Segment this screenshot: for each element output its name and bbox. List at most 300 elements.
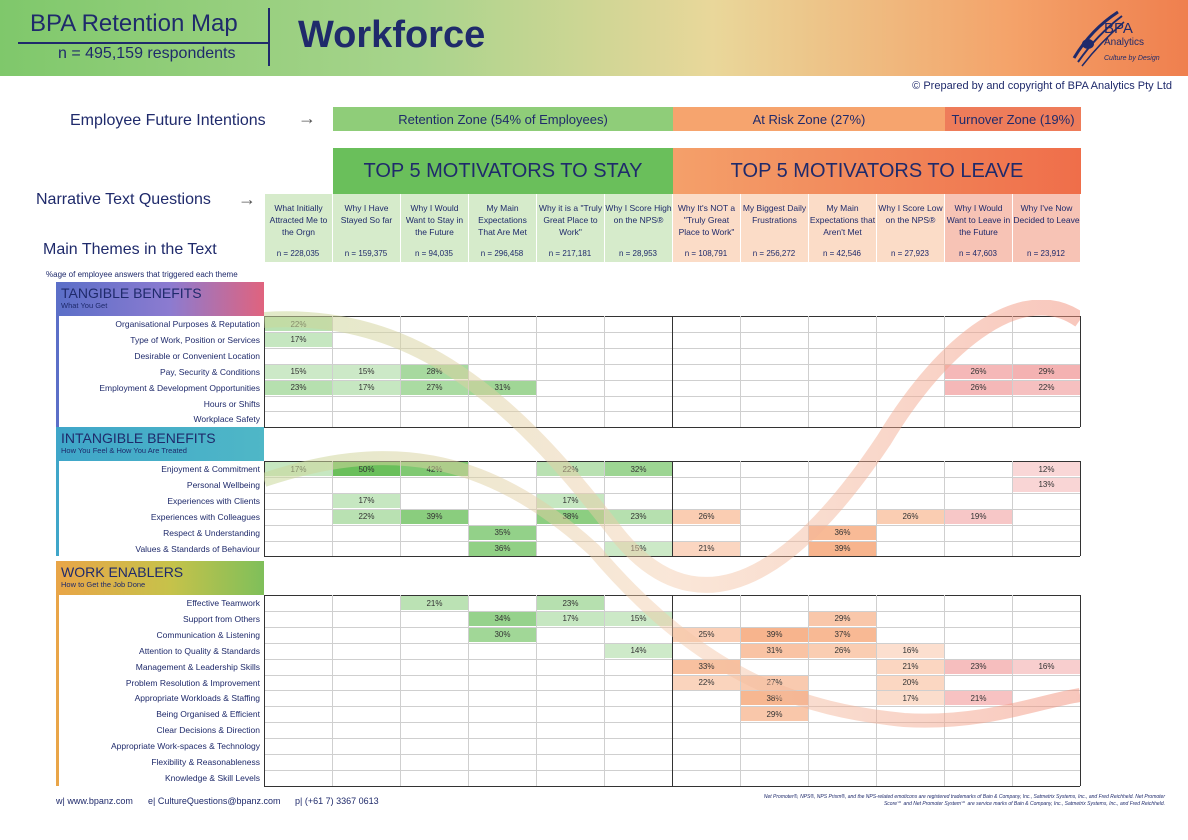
theme-value-cell: 27% <box>741 676 808 690</box>
theme-value-cell <box>877 494 944 508</box>
theme-value-cell <box>877 381 944 395</box>
theme-value-cell <box>265 510 332 524</box>
theme-value-cell: 39% <box>401 510 468 524</box>
theme-value-cell: 15% <box>265 365 332 379</box>
theme-value-cell <box>945 494 1012 508</box>
theme-value-cell <box>741 739 808 753</box>
grid-line <box>740 595 741 786</box>
question-label: Why I Score High on the NPS® <box>605 203 672 225</box>
grid-line <box>1080 461 1081 556</box>
theme-value-cell <box>809 755 876 769</box>
theme-value-cell <box>469 660 536 674</box>
theme-value-cell <box>469 510 536 524</box>
theme-value-cell <box>469 397 536 411</box>
theme-value-cell <box>741 755 808 769</box>
theme-value-cell <box>809 462 876 476</box>
theme-value-cell <box>265 412 332 426</box>
title-divider <box>18 42 268 44</box>
theme-value-cell <box>537 412 604 426</box>
theme-value-cell <box>265 707 332 721</box>
theme-label: Experiences with Clients <box>167 495 260 506</box>
theme-value-cell <box>401 628 468 642</box>
grid-line <box>264 316 265 427</box>
theme-value-cell <box>333 644 400 658</box>
theme-value-cell <box>469 317 536 331</box>
grid-line <box>264 427 1080 428</box>
theme-value-cell: 23% <box>265 381 332 395</box>
theme-value-cell <box>537 644 604 658</box>
theme-value-cell <box>877 542 944 556</box>
theme-value-cell <box>469 723 536 737</box>
theme-value-cell <box>605 526 672 540</box>
grid-line <box>876 316 877 427</box>
theme-label: Flexibility & Reasonableness <box>151 757 260 767</box>
theme-value-cell <box>469 462 536 476</box>
theme-value-cell <box>537 317 604 331</box>
theme-value-cell: 22% <box>265 317 332 331</box>
theme-value-cell <box>945 349 1012 363</box>
theme-value-cell <box>877 397 944 411</box>
theme-value-cell <box>401 755 468 769</box>
theme-value-cell <box>1013 317 1080 331</box>
theme-label: Pay, Security & Conditions <box>160 366 260 377</box>
theme-value-cell <box>673 365 740 379</box>
theme-value-cell <box>605 349 672 363</box>
theme-value-cell <box>673 644 740 658</box>
section-subtitle: How to Get the Job Done <box>61 580 146 589</box>
theme-value-cell <box>605 412 672 426</box>
theme-value-cell <box>469 494 536 508</box>
theme-value-cell <box>809 691 876 705</box>
theme-value-cell <box>401 333 468 347</box>
theme-value-cell <box>945 542 1012 556</box>
theme-value-cell <box>945 707 1012 721</box>
theme-value-cell <box>333 333 400 347</box>
grid-line <box>876 461 877 556</box>
theme-value-cell <box>673 691 740 705</box>
section-accent-bar <box>56 316 59 427</box>
theme-value-cell <box>877 526 944 540</box>
grid-line <box>808 595 809 786</box>
theme-value-cell <box>1013 644 1080 658</box>
theme-value-cell <box>1013 723 1080 737</box>
theme-value-cell <box>537 478 604 492</box>
theme-value-cell <box>673 462 740 476</box>
question-label: Why I Would Want to Leave in the Future <box>946 203 1011 237</box>
theme-value-cell <box>877 596 944 610</box>
theme-value-cell: 39% <box>741 628 808 642</box>
theme-value-cell <box>605 365 672 379</box>
theme-value-cell <box>265 628 332 642</box>
theme-value-cell <box>741 381 808 395</box>
footer-email <box>148 796 281 806</box>
question-sample-size: n = 27,923 <box>890 249 930 258</box>
phone-number: (+61 7) 3367 0613 <box>304 796 379 806</box>
theme-value-cell <box>333 397 400 411</box>
theme-value-cell <box>605 478 672 492</box>
question-sample-size: n = 42,546 <box>822 249 862 258</box>
footer-phone <box>295 796 379 806</box>
theme-value-cell <box>741 478 808 492</box>
question-sample-size: n = 296,458 <box>480 249 524 258</box>
section-header <box>56 561 264 595</box>
theme-value-cell: 17% <box>265 333 332 347</box>
theme-value-cell <box>605 676 672 690</box>
grid-line <box>264 786 1080 787</box>
web-label: w| <box>56 796 65 806</box>
grid-line <box>944 461 945 556</box>
email-link[interactable]: CultureQuestions@bpanz.com <box>157 796 281 806</box>
theme-label: Organisational Purposes & Reputation <box>115 319 260 329</box>
theme-value-cell: 21% <box>945 691 1012 705</box>
theme-value-cell: 29% <box>741 707 808 721</box>
arrow-right-icon: → <box>238 189 256 209</box>
theme-value-cell: 25% <box>673 628 740 642</box>
theme-value-cell <box>469 755 536 769</box>
theme-value-cell: 17% <box>537 612 604 626</box>
theme-value-cell <box>469 412 536 426</box>
theme-value-cell <box>741 723 808 737</box>
theme-value-cell: 17% <box>877 691 944 705</box>
theme-value-cell <box>741 365 808 379</box>
theme-value-cell: 26% <box>809 644 876 658</box>
grid-line <box>400 316 401 427</box>
theme-value-cell <box>945 628 1012 642</box>
theme-value-cell <box>537 707 604 721</box>
theme-value-cell <box>1013 510 1080 524</box>
theme-value-cell: 37% <box>809 628 876 642</box>
grid-line <box>944 595 945 786</box>
theme-value-cell <box>605 333 672 347</box>
theme-value-cell: 35% <box>469 526 536 540</box>
theme-value-cell <box>537 723 604 737</box>
theme-value-cell <box>673 755 740 769</box>
theme-value-cell <box>605 660 672 674</box>
theme-value-cell <box>741 494 808 508</box>
theme-value-cell <box>1013 349 1080 363</box>
theme-value-cell <box>809 676 876 690</box>
theme-value-cell: 31% <box>741 644 808 658</box>
main-themes-label: Main Themes in the Text <box>43 241 217 258</box>
theme-value-cell <box>741 660 808 674</box>
theme-value-cell <box>877 462 944 476</box>
at-risk-zone: At Risk Zone (27%) <box>673 107 945 131</box>
theme-value-cell: 27% <box>401 381 468 395</box>
theme-value-cell <box>605 381 672 395</box>
theme-value-cell: 21% <box>401 596 468 610</box>
grid-line <box>468 316 469 427</box>
theme-value-cell <box>265 755 332 769</box>
theme-label: Employment & Development Opportunities <box>99 382 260 393</box>
theme-value-cell: 26% <box>673 510 740 524</box>
theme-value-cell <box>265 676 332 690</box>
theme-value-cell <box>401 542 468 556</box>
theme-value-cell <box>265 771 332 785</box>
theme-value-cell <box>333 771 400 785</box>
theme-value-cell <box>673 739 740 753</box>
theme-value-cell <box>265 739 332 753</box>
theme-value-cell: 16% <box>1013 660 1080 674</box>
theme-value-cell <box>401 612 468 626</box>
theme-value-cell <box>1013 628 1080 642</box>
leave-motivators-banner: TOP 5 MOTIVATORS TO LEAVE <box>673 148 1081 194</box>
theme-value-cell <box>333 739 400 753</box>
theme-label: Being Organised & Efficient <box>156 709 260 720</box>
theme-value-cell <box>537 365 604 379</box>
theme-value-cell <box>741 596 808 610</box>
grid-line <box>672 461 673 556</box>
theme-value-cell <box>605 691 672 705</box>
theme-value-cell <box>605 317 672 331</box>
theme-value-cell <box>809 660 876 674</box>
theme-value-cell: 26% <box>877 510 944 524</box>
theme-value-cell <box>1013 412 1080 426</box>
theme-value-cell <box>537 628 604 642</box>
theme-value-cell <box>809 349 876 363</box>
theme-value-cell <box>877 755 944 769</box>
theme-value-cell <box>673 333 740 347</box>
theme-value-cell <box>673 612 740 626</box>
grid-line <box>604 461 605 556</box>
theme-value-cell: 12% <box>1013 462 1080 476</box>
logo-sub: Analytics <box>1104 37 1145 48</box>
theme-value-cell <box>265 526 332 540</box>
email-label: e| <box>148 796 156 806</box>
grid-line <box>1012 595 1013 786</box>
grid-line <box>400 595 401 786</box>
theme-value-cell <box>537 676 604 690</box>
theme-value-cell <box>741 510 808 524</box>
theme-label: Problem Resolution & Improvement <box>125 677 260 688</box>
theme-value-cell: 21% <box>673 542 740 556</box>
theme-value-cell <box>1013 755 1080 769</box>
grid-line <box>1012 316 1013 427</box>
phone-label: p| <box>295 796 303 806</box>
theme-value-cell <box>1013 397 1080 411</box>
theme-value-cell <box>605 739 672 753</box>
theme-value-cell: 36% <box>469 542 536 556</box>
footer-web <box>56 796 133 806</box>
theme-value-cell <box>673 771 740 785</box>
section-subtitle: What You Get <box>61 301 108 310</box>
theme-value-cell <box>1013 707 1080 721</box>
grid-line <box>536 316 537 427</box>
theme-value-cell <box>945 478 1012 492</box>
theme-value-cell <box>265 494 332 508</box>
theme-value-cell <box>401 739 468 753</box>
theme-value-cell <box>265 397 332 411</box>
theme-label: Management & Leadership Skills <box>135 661 260 672</box>
theme-value-cell <box>809 707 876 721</box>
theme-value-cell <box>265 612 332 626</box>
question-label: Why I Score Low on the NPS® <box>878 203 943 225</box>
section-accent-bar <box>56 461 59 556</box>
theme-value-cell <box>741 333 808 347</box>
theme-value-cell: 29% <box>1013 365 1080 379</box>
theme-value-cell <box>265 691 332 705</box>
theme-value-cell <box>741 412 808 426</box>
percentage-note: %age of employee answers that triggered each theme <box>46 270 238 279</box>
theme-value-cell <box>469 478 536 492</box>
theme-value-cell <box>537 691 604 705</box>
theme-value-cell <box>333 349 400 363</box>
question-label: Why I Would Want to Stay in the Future <box>405 203 464 237</box>
theme-value-cell: 15% <box>605 612 672 626</box>
theme-value-cell <box>945 412 1012 426</box>
theme-value-cell: 22% <box>537 462 604 476</box>
theme-label: Values & Standards of Behaviour <box>135 543 260 554</box>
theme-value-cell <box>605 596 672 610</box>
theme-value-cell <box>809 397 876 411</box>
theme-value-cell <box>1013 612 1080 626</box>
arrow-right-icon: → <box>298 108 316 128</box>
theme-value-cell <box>809 510 876 524</box>
theme-value-cell <box>333 526 400 540</box>
theme-value-cell <box>809 771 876 785</box>
theme-value-cell <box>945 755 1012 769</box>
theme-value-cell: 23% <box>945 660 1012 674</box>
page-title: Workforce <box>298 14 486 56</box>
grid-line <box>604 595 605 786</box>
theme-value-cell <box>537 397 604 411</box>
theme-value-cell <box>809 381 876 395</box>
theme-value-cell: 14% <box>605 644 672 658</box>
web-link[interactable]: www.bpanz.com <box>67 796 133 806</box>
question-sample-size: n = 23,912 <box>1026 249 1066 258</box>
theme-value-cell <box>741 771 808 785</box>
theme-value-cell: 23% <box>537 596 604 610</box>
theme-value-cell <box>809 412 876 426</box>
theme-value-cell: 23% <box>605 510 672 524</box>
theme-value-cell <box>809 723 876 737</box>
theme-value-cell <box>469 676 536 690</box>
theme-value-cell: 22% <box>1013 381 1080 395</box>
theme-value-cell <box>401 660 468 674</box>
grid-line <box>332 595 333 786</box>
theme-value-cell <box>877 707 944 721</box>
grid-line <box>264 595 265 786</box>
theme-value-cell: 17% <box>265 462 332 476</box>
future-intentions-label: Employee Future Intentions <box>70 112 266 129</box>
turnover-zone: Turnover Zone (19%) <box>945 107 1081 131</box>
theme-value-cell <box>333 660 400 674</box>
theme-value-cell <box>401 412 468 426</box>
grid-line <box>944 316 945 427</box>
question-label: What Initially Attracted Me to the Orgn <box>269 203 328 237</box>
theme-value-cell <box>401 478 468 492</box>
theme-value-cell <box>401 644 468 658</box>
theme-value-cell <box>333 612 400 626</box>
theme-value-cell <box>469 596 536 610</box>
theme-value-cell <box>673 596 740 610</box>
section-header <box>56 427 264 461</box>
theme-value-cell <box>1013 333 1080 347</box>
theme-value-cell <box>673 349 740 363</box>
grid-line <box>536 461 537 556</box>
grid-line <box>604 316 605 427</box>
theme-value-cell <box>945 723 1012 737</box>
theme-value-cell <box>401 771 468 785</box>
theme-value-cell <box>265 542 332 556</box>
retention-zone: Retention Zone (54% of Employees) <box>333 107 673 131</box>
theme-value-cell <box>877 412 944 426</box>
grid-line <box>264 556 1080 557</box>
theme-value-cell <box>945 397 1012 411</box>
theme-value-cell <box>605 755 672 769</box>
theme-value-cell <box>877 365 944 379</box>
theme-value-cell <box>333 412 400 426</box>
question-label: Why I Have Stayed So far <box>340 203 393 225</box>
theme-value-cell <box>809 333 876 347</box>
theme-value-cell <box>265 349 332 363</box>
grid-line <box>1012 461 1013 556</box>
theme-value-cell: 33% <box>673 660 740 674</box>
question-sample-size: n = 108,791 <box>684 249 728 258</box>
theme-label: Communication & Listening <box>156 629 260 640</box>
theme-value-cell <box>809 596 876 610</box>
theme-value-cell <box>809 478 876 492</box>
theme-label: Hours or Shifts <box>203 398 260 409</box>
theme-value-cell <box>537 755 604 769</box>
theme-value-cell <box>877 771 944 785</box>
theme-value-cell: 32% <box>605 462 672 476</box>
theme-value-cell <box>673 317 740 331</box>
theme-value-cell <box>945 644 1012 658</box>
theme-value-cell <box>673 397 740 411</box>
theme-value-cell <box>605 628 672 642</box>
theme-value-cell <box>809 494 876 508</box>
grid-line <box>332 461 333 556</box>
grid-line <box>740 316 741 427</box>
grid-line <box>468 461 469 556</box>
theme-value-cell <box>333 596 400 610</box>
theme-label: Attention to Quality & Standards <box>139 645 260 656</box>
theme-value-cell <box>945 596 1012 610</box>
legal-notice: Net Promoter®, NPS®, NPS Prism®, and the NPS-related emoticons are registered trademarks of Bain & Company, Inc., Satmetrix Systems, Inc., and Fred Reichheld. Net Promoter Score℠ and Net Promoter System℠ are service marks of Bain & Company, Inc., Satmetrix Systems, Inc., and Fred Reichheld. <box>763 794 1165 807</box>
theme-value-cell: 34% <box>469 612 536 626</box>
grid-line <box>808 316 809 427</box>
theme-value-cell <box>741 462 808 476</box>
theme-label: Desirable or Convenient Location <box>134 350 260 361</box>
theme-value-cell <box>741 349 808 363</box>
grid-line <box>876 595 877 786</box>
theme-value-cell <box>401 317 468 331</box>
theme-value-cell <box>605 707 672 721</box>
theme-value-cell <box>1013 542 1080 556</box>
theme-label: Workplace Safety <box>193 414 260 425</box>
theme-value-cell <box>673 412 740 426</box>
logo-name: BPA <box>1104 20 1133 37</box>
theme-value-cell <box>673 381 740 395</box>
theme-value-cell <box>265 660 332 674</box>
theme-value-cell <box>877 349 944 363</box>
theme-label: Personal Wellbeing <box>186 479 260 490</box>
question-sample-size: n = 256,272 <box>752 249 796 258</box>
theme-value-cell <box>605 723 672 737</box>
theme-label: Knowledge & Skill Levels <box>165 772 260 783</box>
theme-value-cell <box>673 494 740 508</box>
question-label: My Biggest Daily Frustrations <box>742 203 807 225</box>
grid-line <box>264 461 265 556</box>
theme-value-cell <box>401 526 468 540</box>
theme-value-cell <box>469 691 536 705</box>
theme-value-cell: 26% <box>945 365 1012 379</box>
question-sample-size: n = 94,035 <box>414 249 454 258</box>
copyright-notice: © Prepared by and copyright of BPA Analytics Pty Ltd <box>912 80 1172 92</box>
theme-value-cell <box>333 723 400 737</box>
theme-value-cell <box>605 771 672 785</box>
theme-value-cell <box>537 349 604 363</box>
